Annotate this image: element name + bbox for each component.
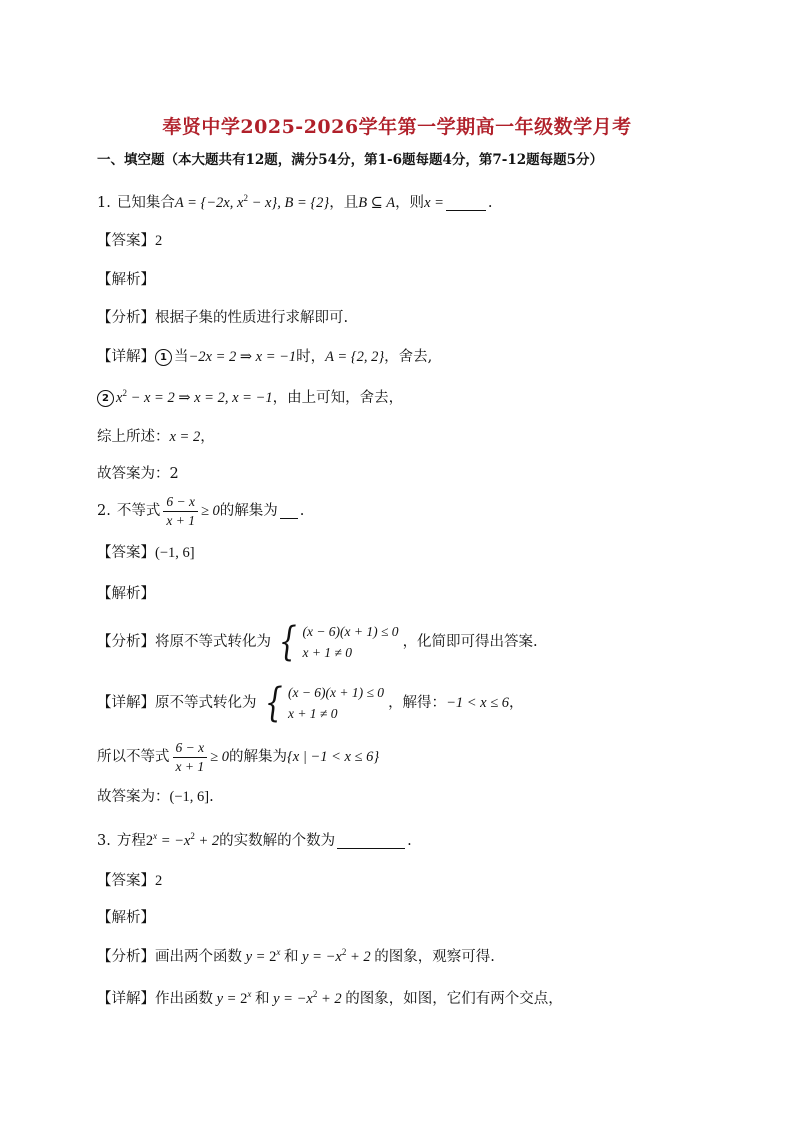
q2-fenxi-line: 【分析】 将原不等式转化为 { (x − 6)(x + 1) ≤ 0 x + 1 ≠ 0 ，化简即可得出答案.: [97, 619, 538, 665]
q1-text2: ，且: [329, 195, 359, 212]
q1-fenxi-line: [97, 311, 348, 326]
q1-case1-set: A = {2, 2}: [325, 349, 385, 366]
q3-func-2: $y = -x^2 + 2$: [298, 947, 371, 965]
q3-equation: $2^x = -x^2 + 2$: [145, 831, 220, 850]
q2-solution-set: {x | −1 < x ≤ 6}: [286, 748, 380, 765]
q2-detail-line: 【详解】 原不等式转化为 { (x − 6)(x + 1) ≤ 0 x + 1 ≠ 0 ，解得： −1 < x ≤ 6 ，: [97, 680, 524, 726]
q2-analysis-label: 【解析】: [97, 586, 155, 602]
q3-detail-func-1: $y = 2^x$: [213, 989, 252, 1007]
circled-number-1: 1: [155, 349, 172, 366]
q1-text1: 已知集合: [116, 195, 175, 212]
q1-detail-line-2: 2 $x^2 - x = 2$ ⇒ x = 2, x = −1 ，由上可知，舍去，: [97, 390, 403, 407]
q1-answer-value: 2: [155, 233, 163, 249]
q1-analysis-label: 【解析】: [97, 272, 155, 288]
q2-so-line: 所以不等式 $\frac{6 - x}{x + 1}$ ≥ 0 的解集为 {x | −1 < x ≤ 6}: [97, 740, 380, 774]
q2-fraction: $\frac{6 - x}{x + 1}$: [163, 495, 198, 527]
q1-number: 1.: [97, 195, 111, 212]
q1-fenxi-text: 根据子集的性质进行求解即可.: [155, 310, 349, 326]
q1-set-a: A = {−2x, $x^2 - x$}, B = {2}: [174, 193, 330, 212]
q3-answer-label: 【答案】: [97, 873, 155, 889]
q1-final-answer: 故答案为：2: [97, 466, 179, 482]
exam-title: 奉贤中学2025-2026学年第一学期高一年级数学月考: [162, 116, 632, 138]
q1-case1-math: −2x = 2 ⇒ x = −1: [188, 349, 297, 366]
question-2: 2. 不等式 $\frac{6 - x}{x + 1}$ ≥ 0 的解集为 .: [97, 494, 305, 528]
q2-answer-value: (−1, 6]: [155, 545, 195, 561]
q1-condition: B ⊆ A: [358, 195, 396, 212]
q3-analysis-label: 【解析】: [97, 910, 155, 926]
q1-detail-line-1: 【详解】 1 当 −2x = 2 ⇒ x = −1 时， A = {2, 2} ，舍去,: [97, 349, 433, 366]
q3-detail-func-2: $y = -x^2 + 2$: [269, 989, 342, 1007]
q2-final-line: 故答案为： (−1, 6] .: [97, 789, 214, 805]
q2-answer-label: 【答案】: [97, 545, 155, 561]
q3-answer-blank: [337, 834, 405, 849]
q2-answer-line: [97, 546, 195, 561]
q3-answer-value: 2: [155, 873, 163, 889]
q2-so-fraction: $\frac{6 - x}{x + 1}$: [173, 741, 208, 773]
q1-ask: x =: [424, 195, 444, 212]
q2-detail-system: { (x − 6)(x + 1) ≤ 0 x + 1 ≠ 0: [264, 680, 385, 726]
q1-answer-blank: [446, 196, 486, 211]
question-3: 3. 方程 $2^x = -x^2 + 2$ 的实数解的个数为 .: [97, 831, 412, 850]
q3-answer-line: [97, 874, 162, 889]
q1-answer-label: 【答案】: [97, 233, 155, 249]
q2-fenxi-system: { (x − 6)(x + 1) ≤ 0 x + 1 ≠ 0: [278, 619, 399, 665]
q1-summary-line: 综上所述： x = 2 ，: [97, 429, 215, 445]
question-1: 1. 已知集合 A = {−2x, $x^2 - x$}, B = {2} ，且 B ⊆ A ，则 x = .: [97, 193, 493, 212]
q2-number: 2.: [97, 502, 111, 519]
q1-answer-line: [97, 234, 162, 249]
q3-func-1: $y = 2^x$: [242, 947, 281, 965]
q3-fenxi-line: 【分析】 画出两个函数 $y = 2^x$ 和 $y = -x^2 + 2$ 的图象，观察可得.: [97, 947, 495, 965]
q2-detail-result: −1 < x ≤ 6: [446, 694, 510, 711]
circled-number-2: 2: [97, 390, 114, 407]
q2-answer-blank: [280, 504, 298, 519]
q1-text3: ，则: [395, 195, 425, 212]
section-heading: 一、填空题（本大题共有12题，满分54分，第1-6题每题4分，第7-12题每题5分）: [97, 152, 604, 168]
q3-number: 3.: [97, 833, 111, 850]
q1-fenxi-label: 【分析】: [97, 310, 155, 326]
q1-summary-math: x = 2: [169, 429, 201, 445]
q1-detail-label: 【详解】: [97, 349, 155, 366]
q2-final-value: (−1, 6]: [169, 789, 210, 805]
q3-detail-line: 【详解】 作出函数 $y = 2^x$ 和 $y = -x^2 + 2$ 的图象，如图，它们有两个交点，: [97, 989, 563, 1007]
q1-case2-math: $x^2 - x = 2$ ⇒ x = 2, x = −1: [116, 388, 273, 407]
